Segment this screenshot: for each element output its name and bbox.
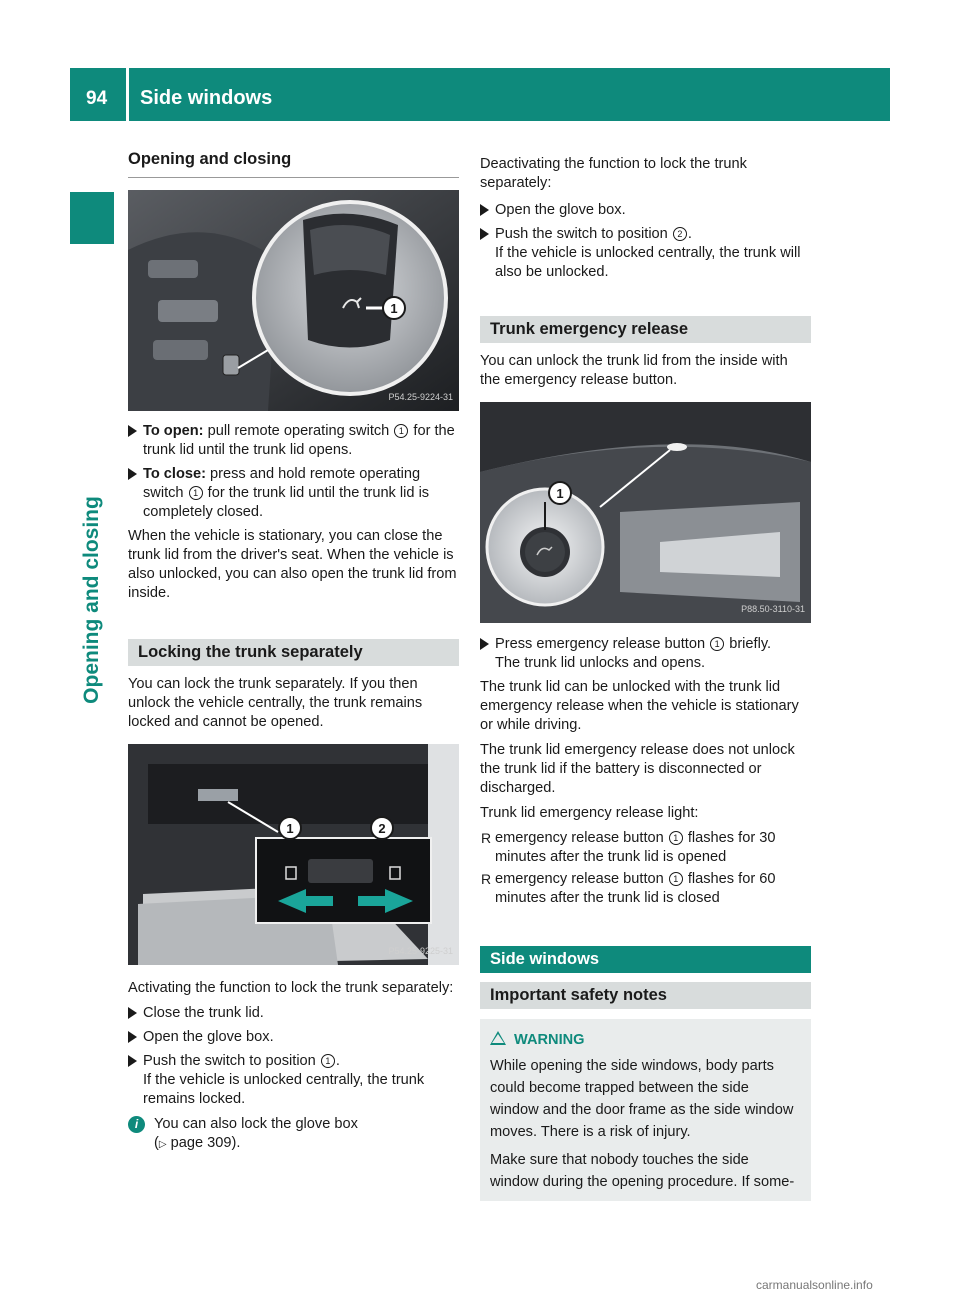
locking-intro: You can lock the trunk separately. If you then unlock the vehicle centrally, the trunk remains locked and cannot be opened.	[128, 676, 423, 730]
page-ref-arrow-icon: ▷	[158, 1139, 167, 1150]
warning-triangle-icon	[490, 1031, 506, 1045]
open-text: pull remote operating switch	[203, 423, 394, 439]
bullet-flash-opened	[480, 829, 811, 867]
step-result: If the vehicle is unlocked centrally, the trunk will also be unlocked.	[495, 245, 801, 280]
step-arrow-icon	[128, 425, 137, 437]
figure-code: P54.25-9225-31	[388, 946, 453, 956]
warning-title	[490, 1029, 801, 1051]
page-number: 94	[86, 88, 108, 109]
figure-code: P54.25-9224-31	[388, 392, 453, 402]
callout-1-ref: 1	[710, 637, 724, 651]
step-arrow-icon	[480, 228, 489, 240]
callout-1-ref: 1	[669, 872, 683, 886]
step-text: Open the glove box.	[495, 202, 626, 218]
step-text: Close the trunk lid.	[143, 1005, 264, 1021]
callout-1-ref: 1	[189, 486, 203, 500]
emergency-intro: You can unlock the trunk lid from the inside with the emergency release button.	[480, 353, 788, 388]
close-label: To close:	[143, 466, 206, 482]
bullet-text-end: flashes for 60 minutes after the trunk lid is closed	[495, 871, 776, 906]
release-stationary-paragraph: The trunk lid can be unlocked with the trunk lid emergency release when the vehicle is stationary or while driving.	[480, 679, 799, 733]
step-arrow-icon	[480, 638, 489, 650]
stationary-paragraph: When the vehicle is stationary, you can close the trunk lid from the driver's seat. When the vehicle is also unlocked, you can also open the trunk lid from inside.	[128, 528, 457, 601]
step-push-switch-2	[480, 225, 811, 282]
callout-2-label: 2	[378, 821, 386, 836]
figure-code: P88.50-3110-31	[741, 604, 805, 614]
section-tab-marker	[70, 192, 114, 244]
light-label: Trunk lid emergency release light:	[480, 805, 699, 821]
step-press-release	[480, 635, 811, 673]
remote-switch-illustration	[128, 190, 459, 411]
step-to-open	[128, 422, 459, 460]
side-windows-heading: Side windows	[480, 946, 811, 973]
warning-box	[480, 1019, 811, 1201]
close-text: press and hold remote operating switch	[143, 466, 421, 501]
open-text-end: for the trunk lid until the trunk lid opens.	[143, 423, 455, 458]
step-text: Press emergency release button	[495, 636, 710, 652]
close-text-end: for the trunk lid until the trunk lid is completely closed.	[143, 485, 430, 520]
warning-text-1: While opening the side windows, body parts could become trapped between the side window and the door frame as the side window moves. There is a risk of injury.	[490, 1058, 794, 1140]
info-icon: i	[128, 1116, 145, 1133]
info-page-ref[interactable]: page 309).	[166, 1135, 241, 1151]
step-result: If the vehicle is unlocked centrally, the trunk remains locked.	[143, 1072, 425, 1107]
bullet-text-end: flashes for 30 minutes after the trunk lid is opened	[495, 830, 776, 865]
left-column	[128, 150, 459, 1154]
callout-1-label: 1	[286, 821, 294, 836]
step-open-glove-box	[480, 201, 811, 220]
step-arrow-icon	[128, 1055, 137, 1067]
glove-box-switch-figure	[128, 744, 459, 965]
remote-switch-figure	[128, 190, 459, 411]
step-arrow-icon	[128, 1007, 137, 1019]
step-text-end: briefly.	[725, 636, 772, 652]
opening-closing-heading: Opening and closing	[128, 150, 292, 168]
bullet-flash-closed	[480, 870, 811, 908]
safety-notes-heading: Important safety notes	[480, 982, 811, 1009]
section-side-label: Opening and closing	[80, 496, 103, 704]
step-text-end: .	[335, 1053, 340, 1069]
bullet-text: emergency release button	[495, 871, 668, 887]
step-push-switch	[128, 1052, 459, 1109]
callout-1-ref: 1	[321, 1054, 335, 1068]
step-text: Open the glove box.	[143, 1029, 274, 1045]
header-divider	[126, 68, 129, 121]
step-arrow-icon	[480, 204, 489, 216]
step-open-glove-box	[128, 1028, 459, 1047]
deactivating-paragraph: Deactivating the function to lock the trunk separately:	[480, 156, 747, 191]
warning-title-text: WARNING	[514, 1032, 585, 1048]
battery-paragraph: The trunk lid emergency release does not unlock the trunk lid if the battery is disconnected or discharged.	[480, 742, 795, 796]
step-to-close	[128, 465, 459, 522]
step-result: The trunk lid unlocks and opens.	[495, 655, 706, 671]
callout-2-ref: 2	[673, 227, 687, 241]
step-text: Push the switch to position	[495, 226, 672, 242]
warning-text-2: Make sure that nobody touches the side window during the opening procedure. If some-	[490, 1152, 795, 1190]
page-header	[70, 68, 890, 121]
bullet-text: emergency release button	[495, 830, 668, 846]
bullet-mark: R	[481, 830, 492, 846]
emergency-release-figure	[480, 402, 811, 623]
trunk-release-illustration	[480, 402, 811, 623]
heading-rule	[128, 177, 459, 178]
info-text: You can also lock the glove box	[154, 1116, 358, 1132]
info-paren: (	[154, 1135, 159, 1151]
activating-paragraph: Activating the function to lock the trunk separately:	[128, 980, 454, 996]
watermark: carmanualsonline.info	[756, 1278, 873, 1292]
callout-1-ref: 1	[394, 424, 408, 438]
callout-1-label: 1	[556, 486, 564, 501]
page-title: Side windows	[140, 87, 273, 109]
right-column	[480, 155, 811, 1201]
info-note	[128, 1115, 459, 1154]
emergency-release-heading: Trunk emergency release	[480, 316, 811, 343]
bullet-mark: R	[481, 871, 492, 887]
step-arrow-icon	[128, 1031, 137, 1043]
locking-trunk-heading: Locking the trunk separately	[128, 639, 459, 666]
step-text: Push the switch to position	[143, 1053, 320, 1069]
callout-1-ref: 1	[669, 831, 683, 845]
open-label: To open:	[143, 423, 204, 439]
step-text-end: .	[687, 226, 692, 242]
callout-1-label: 1	[390, 301, 398, 316]
glove-box-illustration	[128, 744, 459, 965]
step-arrow-icon	[128, 468, 137, 480]
step-close-trunk	[128, 1004, 459, 1023]
